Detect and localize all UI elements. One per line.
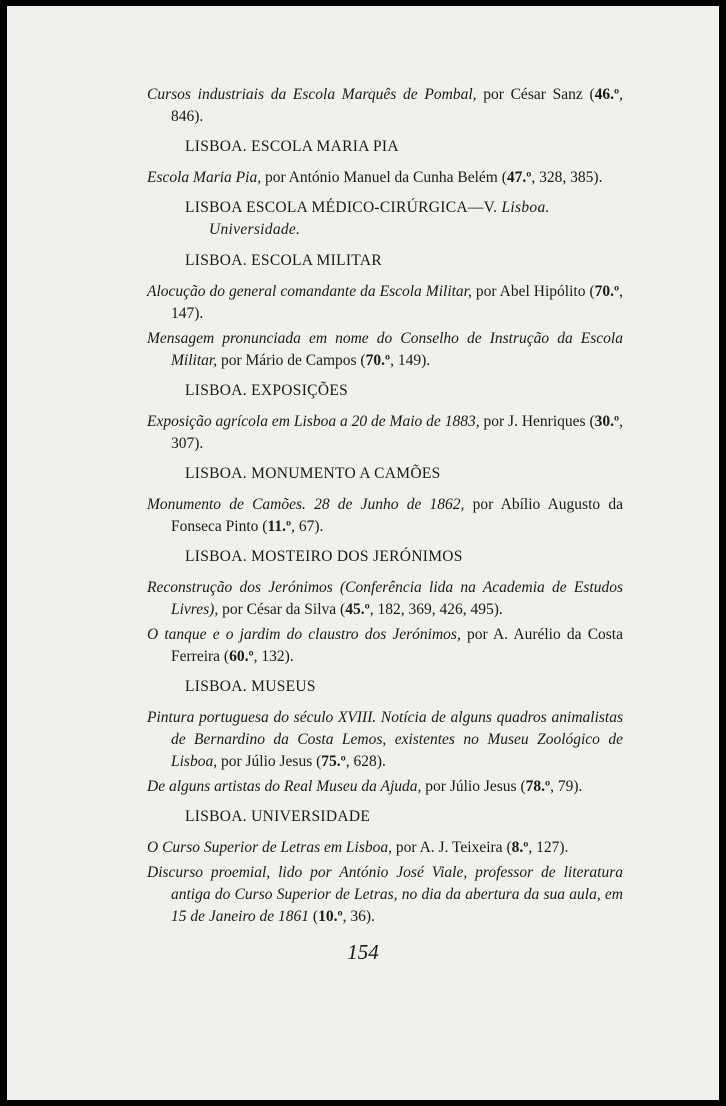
bibliography-entry bbox=[147, 328, 623, 372]
section-heading bbox=[185, 197, 623, 241]
entry-volume: 11.º bbox=[267, 518, 292, 535]
entry-volume: 60.º bbox=[229, 648, 254, 665]
bibliography-entry bbox=[147, 281, 623, 325]
entry-title: O tanque e o jardim do claustro dos Jerónimos, bbox=[147, 626, 461, 643]
entry-volume: 30.º bbox=[594, 413, 620, 430]
entry-volume: 70.º bbox=[365, 352, 391, 369]
bibliography-entry bbox=[147, 84, 623, 128]
bibliography-entry bbox=[147, 776, 623, 798]
entry-pages: , 846). bbox=[171, 86, 623, 125]
section-heading bbox=[185, 546, 623, 568]
heading-text: LISBOA. ESCOLA MILITAR bbox=[185, 252, 382, 269]
entry-pages: , 328, 385). bbox=[531, 169, 603, 186]
entry-author: por César Sanz ( bbox=[476, 86, 595, 103]
document-page bbox=[7, 6, 719, 1100]
section-heading bbox=[185, 676, 623, 698]
heading-text: LISBOA. EXPOSIÇÕES bbox=[185, 382, 349, 399]
entry-volume: 47.º bbox=[506, 169, 532, 186]
entry-volume: 78.º bbox=[525, 778, 551, 795]
entry-title: Reconstrução dos Jerónimos (Conferência lida na Academia de Estudos Livres), bbox=[147, 579, 623, 618]
entry-author: por Júlio Jesus ( bbox=[421, 778, 526, 795]
heading-text: LISBOA. MUSEUS bbox=[185, 678, 316, 695]
entry-author: por Mário de Campos ( bbox=[217, 352, 366, 369]
bibliography-entry bbox=[147, 167, 623, 189]
entry-title: Mensagem pronunciada em nome do Conselho de Instrução da Escola Militar, bbox=[147, 330, 623, 369]
entry-pages: , 132). bbox=[253, 648, 294, 665]
bibliography-list bbox=[147, 84, 623, 931]
entry-volume: 8.º bbox=[511, 839, 529, 856]
section-heading bbox=[185, 136, 623, 158]
entry-volume: 70.º bbox=[594, 283, 620, 300]
heading-text: LISBOA. MONUMENTO A CAMÕES bbox=[185, 465, 441, 482]
heading-crossref: Lisboa. Universidade. bbox=[209, 199, 550, 238]
entry-pages: , 127). bbox=[528, 839, 569, 856]
entry-author: por Abílio Augusto da Fonseca Pinto ( bbox=[171, 496, 623, 535]
section-heading bbox=[185, 250, 623, 272]
entry-title: Pintura portuguesa do século XVIII. Notícia de alguns quadros animalistas de Bernardino da Costa Lemos, existentes no Museu Zoológico de Lisboa, bbox=[147, 709, 623, 770]
entry-author: por César da Silva ( bbox=[218, 601, 346, 618]
entry-title: Exposição agrícola em Lisboa a 20 de Maio de 1883, bbox=[147, 413, 480, 430]
entry-pages: , 182, 369, 426, 495). bbox=[369, 601, 503, 618]
bibliography-entry bbox=[147, 837, 623, 859]
entry-title: Escola Maria Pia, bbox=[147, 169, 262, 186]
entry-pages: , 36). bbox=[342, 908, 375, 925]
bibliography-entry bbox=[147, 494, 623, 538]
entry-title: De alguns artistas do Real Museu da Ajuda, bbox=[147, 778, 422, 795]
entry-title: Discurso proemial, lido por António José Viale, professor de literatura antiga do Curso Superior de Letras, no dia da abertura da sua aula, em 15 de Janeiro de 1861 bbox=[147, 864, 623, 925]
heading-text: LISBOA. MOSTEIRO DOS JERÓNIMOS bbox=[185, 548, 463, 565]
entry-title: Alocução do general comandante da Escola Militar, bbox=[147, 283, 472, 300]
section-heading bbox=[185, 806, 623, 828]
entry-author: por Abel Hipólito ( bbox=[471, 283, 595, 300]
bibliography-entry bbox=[147, 624, 623, 668]
entry-pages: , 307). bbox=[171, 413, 623, 452]
entry-volume: 46.º bbox=[594, 86, 620, 103]
heading-text: LISBOA. ESCOLA MARIA PIA bbox=[185, 138, 399, 155]
section-heading bbox=[185, 380, 623, 402]
entry-pages: , 147). bbox=[171, 283, 623, 322]
section-heading bbox=[185, 463, 623, 485]
entry-author: ( bbox=[309, 908, 319, 925]
entry-author: por António Manuel da Cunha Belém ( bbox=[261, 169, 507, 186]
entry-volume: 75.º bbox=[321, 753, 346, 770]
heading-text: LISBOA ESCOLA MÉDICO-CIRÚRGICA—V. bbox=[185, 199, 502, 216]
bibliography-entry bbox=[147, 862, 623, 928]
entry-pages: , 628). bbox=[345, 753, 386, 770]
page-number: 154 bbox=[347, 940, 379, 964]
entry-pages: , 67). bbox=[291, 518, 324, 535]
entry-title: Cursos industriais da Escola Marquês de Pombal, bbox=[147, 86, 477, 103]
entry-pages: , 79). bbox=[550, 778, 583, 795]
entry-author: por A. J. Teixeira ( bbox=[392, 839, 512, 856]
entry-author: por J. Henriques ( bbox=[479, 413, 595, 430]
entry-author: por A. Aurélio da Costa Ferreira ( bbox=[171, 626, 623, 665]
bibliography-entry bbox=[147, 577, 623, 621]
entry-volume: 45.º bbox=[345, 601, 370, 618]
entry-author: por Júlio Jesus ( bbox=[217, 753, 322, 770]
entry-pages: , 149). bbox=[390, 352, 431, 369]
entry-volume: 10.º bbox=[318, 908, 343, 925]
entry-title: Monumento de Camões. 28 de Junho de 1862, bbox=[147, 496, 465, 513]
heading-text: LISBOA. UNIVERSIDADE bbox=[185, 808, 371, 825]
entry-title: O Curso Superior de Letras em Lisboa, bbox=[147, 839, 393, 856]
bibliography-entry bbox=[147, 707, 623, 773]
bibliography-entry bbox=[147, 411, 623, 455]
